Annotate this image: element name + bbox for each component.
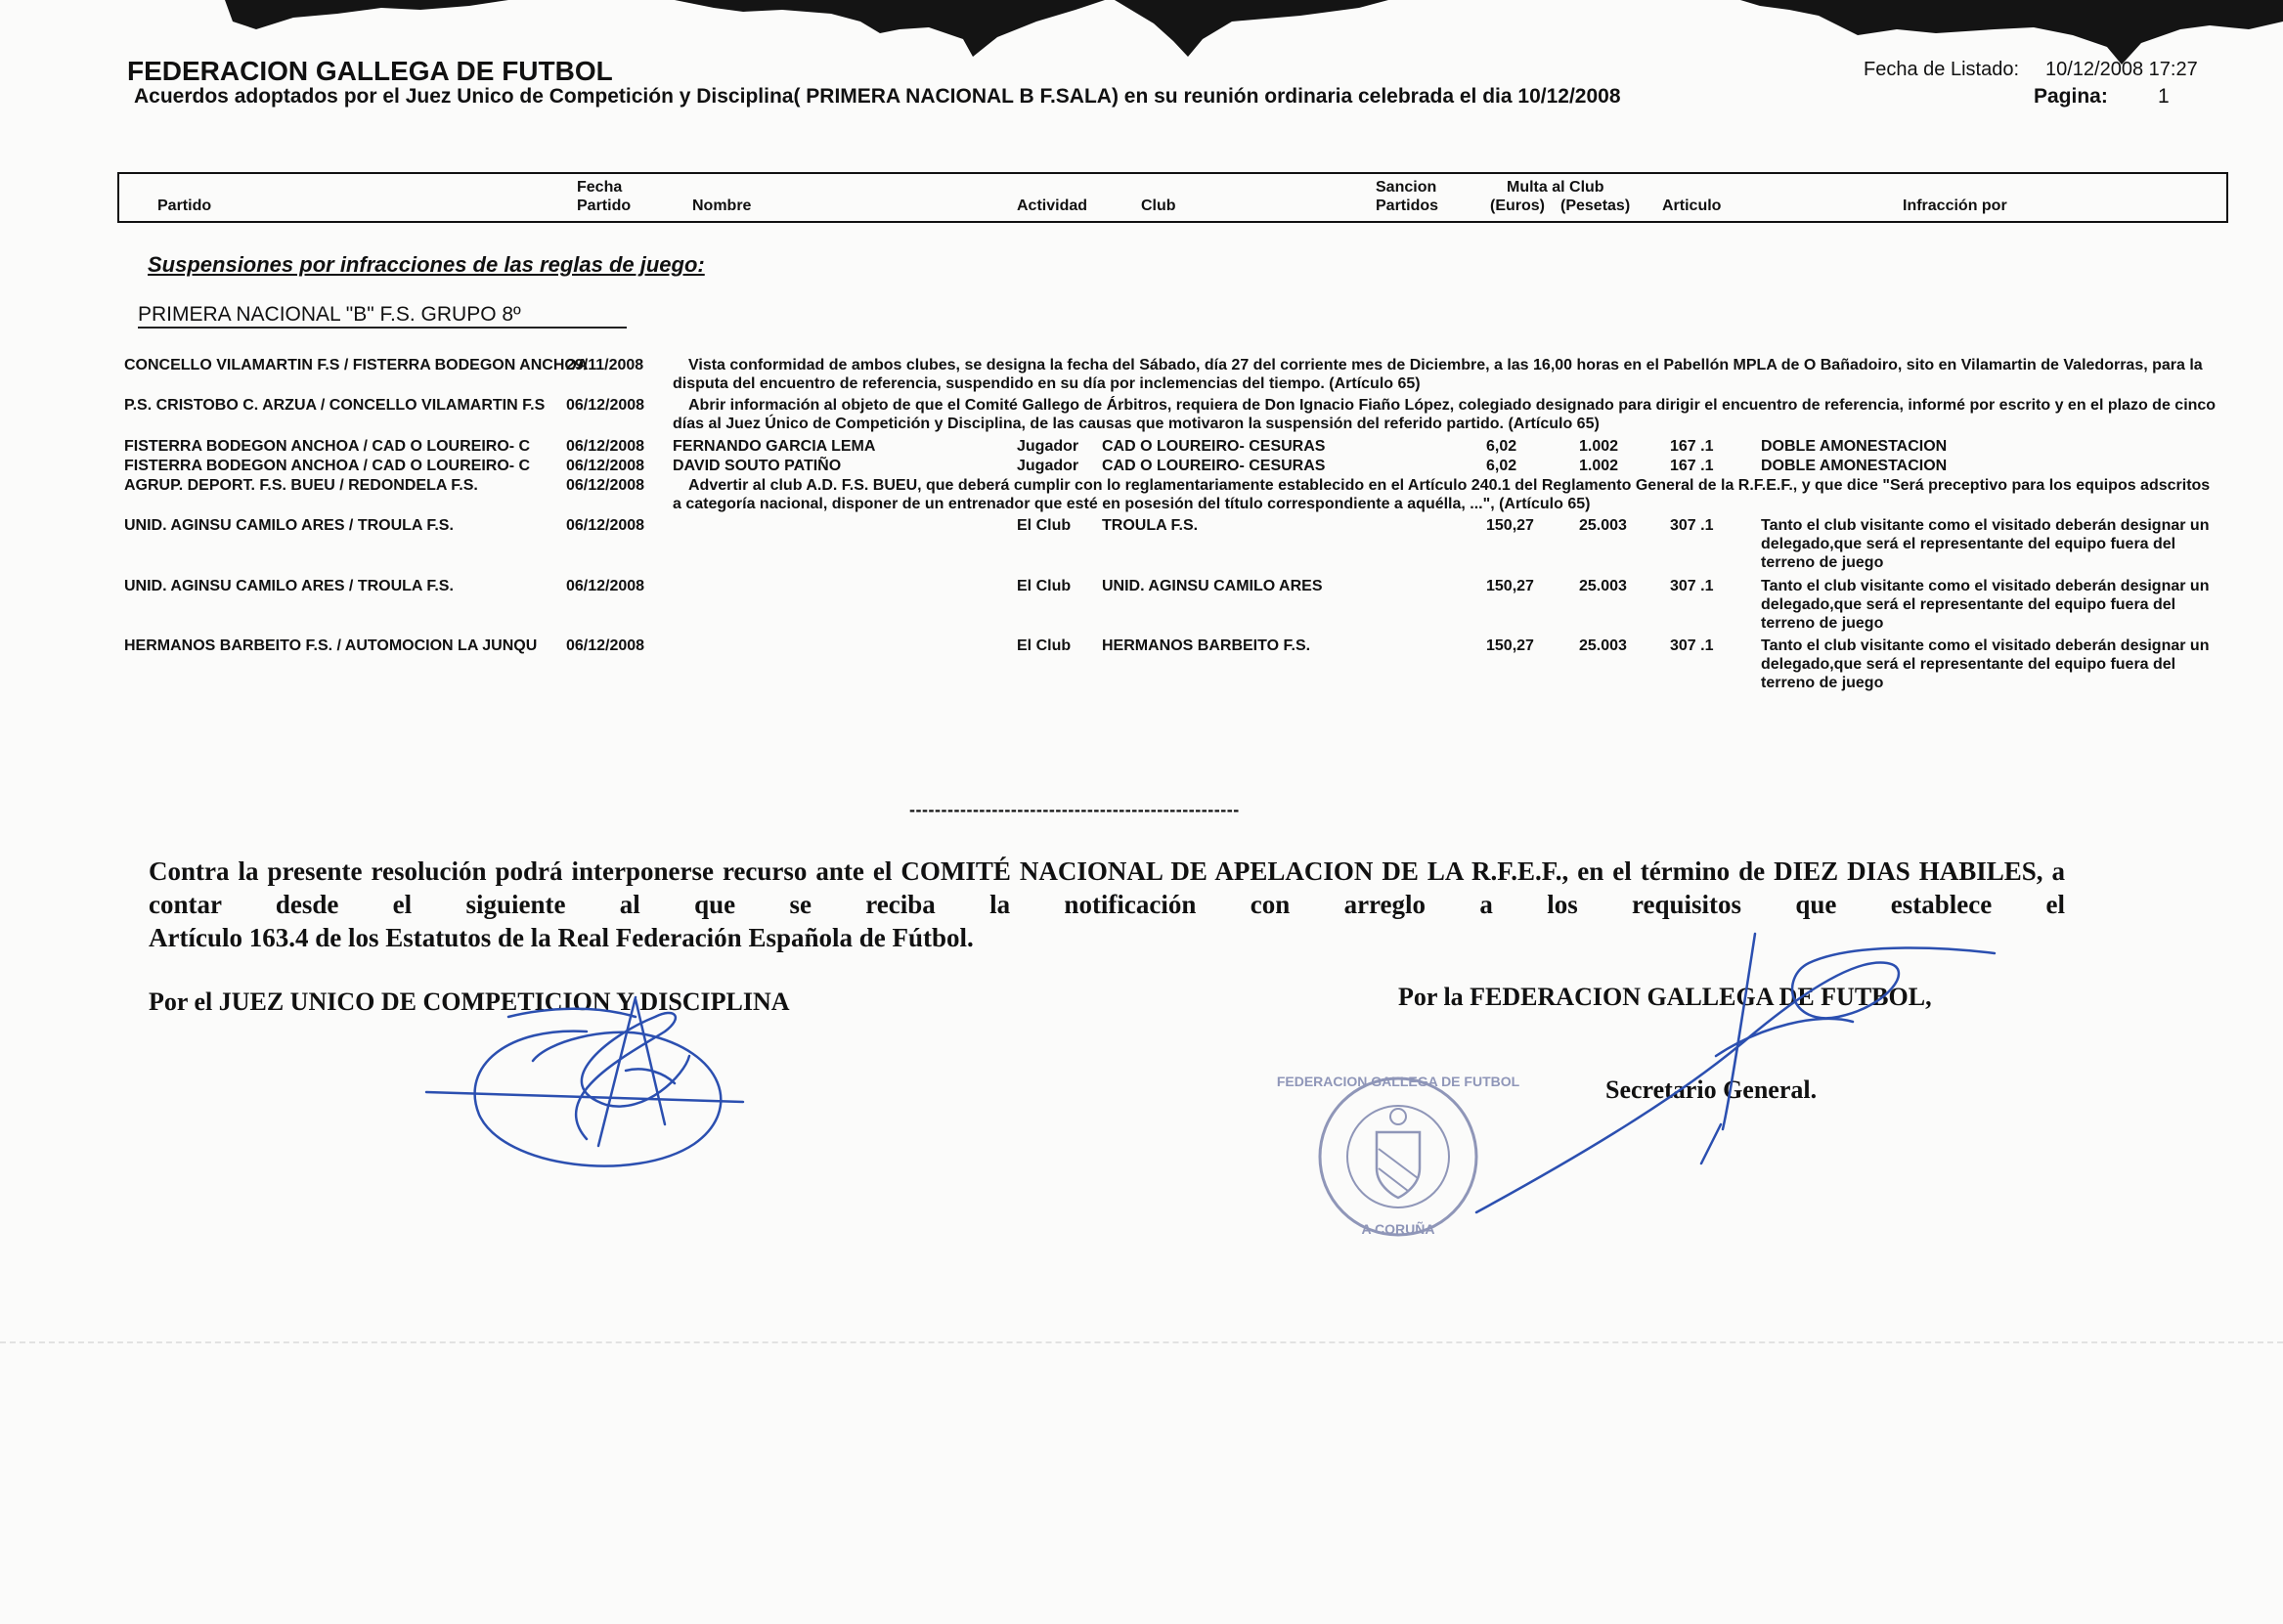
match-cell: FISTERRA BODEGON ANCHOA / CAD O LOUREIRO- C: [124, 438, 531, 455]
date-cell: 06/12/2008: [566, 438, 645, 455]
fine-pesetas-cell: 25.003: [1579, 517, 1627, 534]
activity-cell: Jugador: [1017, 458, 1079, 474]
article-cell: 307 .1: [1670, 578, 1714, 594]
section-separator: ----------------------------------------------------: [909, 800, 1240, 819]
match-cell: AGRUP. DEPORT. F.S. BUEU / REDONDELA F.S.: [124, 477, 478, 494]
activity-cell: El Club: [1017, 578, 1072, 594]
article-cell: 167 .1: [1670, 458, 1714, 474]
appeal-paragraph: Contra la presente resolución podrá interponerse recurso ante el COMITÉ NACIONAL DE APELACION DE LA R.F.E.F., en el término de DIEZ DIAS HABILES, a contar desde el siguiente al que se reciba la notificación con arreglo a los requisitos que establece el: [149, 856, 2065, 919]
appeal-paragraph-last-line: Artículo 163.4 de los Estatutos de la Real Federación Española de Fútbol.: [149, 923, 974, 952]
col-club: Club: [1141, 198, 1176, 214]
document-subtitle: Acuerdos adoptados por el Juez Unico de Competición y Disciplina( PRIMERA NACIONAL B F.SALA) en su reunión ordinaria celebrada el dia 10/12/2008: [134, 85, 1621, 108]
article-cell: 307 .1: [1670, 517, 1714, 534]
date-cell: 29/11/2008: [566, 357, 644, 373]
page-label: Pagina:: [2034, 85, 2108, 108]
section-title: Suspensiones por infracciones de las reglas de juego:: [148, 252, 705, 277]
col-multa-pesetas: (Pesetas): [1560, 198, 1631, 214]
group-underline: [138, 327, 627, 329]
match-cell: CONCELLO VILAMARTIN F.S / FISTERRA BODEGON ANCHOA: [124, 357, 589, 373]
signatory-title: Secretario General.: [1605, 1075, 1818, 1104]
group-title: PRIMERA NACIONAL "B" F.S. GRUPO 8º: [138, 303, 521, 326]
name-cell: DAVID SOUTO PATIÑO: [673, 458, 842, 474]
match-cell: P.S. CRISTOBO C. ARZUA / CONCELLO VILAMARTIN F.S: [124, 397, 546, 414]
club-cell: CAD O LOUREIRO- CESURAS: [1102, 438, 1326, 455]
col-articulo: Articulo: [1662, 198, 1722, 214]
col-fecha-top: Fecha: [577, 179, 623, 196]
article-cell: 307 .1: [1670, 637, 1714, 654]
col-actividad: Actividad: [1017, 198, 1088, 214]
match-cell: HERMANOS BARBEITO F.S. / AUTOMOCION LA JUNQU: [124, 637, 538, 654]
infraction-cell: Tanto el club visitante como el visitado deberán designar un delegado,que será el representante del equipo fuera del terreno de juego: [1761, 578, 2210, 632]
fine-euros-cell: 6,02: [1486, 438, 1517, 455]
article-cell: 167 .1: [1670, 438, 1714, 455]
col-multa-euros: (Euros): [1490, 198, 1545, 214]
note-cell: Advertir al club A.D. F.S. BUEU, que deberá cumplir con lo reglamentariamente establecido en el Artículo 240.1 del Reglamento General de la R.F.E.F., y que dice "Será preceptivo para los equipos adscritos a categoría nacional, disponer de un entrenador que esté en posesión del título correspondiente a aquélla, ...", (Artículo 65): [673, 477, 2211, 512]
signature-caption-judge: Por el JUEZ UNICO DE COMPETICION Y DISCIPLINA: [149, 988, 790, 1016]
note-cell: Vista conformidad de ambos clubes, se designa la fecha del Sábado, día 27 del corriente mes de Diciembre, a las 16,00 horas en el Pabellón MPLA de O Bañadoiro, sito en Vilamartin de Valedorras, para la disputa del encuentro de referencia, suspendido en su día por inclemencias del tiempo. (Artículo 65): [673, 357, 2203, 392]
date-cell: 06/12/2008: [566, 477, 645, 494]
col-sancion-bottom: Partidos: [1376, 198, 1439, 214]
infraction-cell: Tanto el club visitante como el visitado deberán designar un delegado,que será el representante del equipo fuera del terreno de juego: [1761, 517, 2210, 571]
listing-date-label: Fecha de Listado:: [1864, 59, 2019, 80]
col-partido: Partido: [157, 198, 212, 214]
infraction-cell: Tanto el club visitante como el visitado deberán designar un delegado,que será el representante del equipo fuera del terreno de juego: [1761, 637, 2210, 691]
secretary-signature: [1476, 934, 1995, 1212]
col-nombre: Nombre: [692, 198, 752, 214]
match-cell: UNID. AGINSU CAMILO ARES / TROULA F.S.: [124, 578, 454, 594]
infraction-cell: DOBLE AMONESTACION: [1761, 458, 1948, 474]
fine-euros-cell: 6,02: [1486, 458, 1517, 474]
activity-cell: El Club: [1017, 637, 1072, 654]
fine-pesetas-cell: 1.002: [1579, 438, 1619, 455]
svg-text:A CORUÑA: A CORUÑA: [1361, 1221, 1435, 1237]
date-cell: 06/12/2008: [566, 458, 645, 474]
fine-pesetas-cell: 25.003: [1579, 578, 1627, 594]
column-header-box: [117, 172, 2228, 223]
match-cell: FISTERRA BODEGON ANCHOA / CAD O LOUREIRO- C: [124, 458, 531, 474]
listing-date-value: 10/12/2008 17:27: [2045, 59, 2198, 80]
fine-euros-cell: 150,27: [1486, 517, 1534, 534]
fold-line: [0, 1341, 2283, 1343]
fine-pesetas-cell: 1.002: [1579, 458, 1619, 474]
svg-text:FEDERACION GALLEGA DE FUTBOL: FEDERACION GALLEGA DE FUTBOL: [1276, 1074, 1520, 1089]
federation-stamp: [1277, 1074, 1520, 1237]
infraction-cell: DOBLE AMONESTACION: [1761, 438, 1948, 455]
activity-cell: Jugador: [1017, 438, 1079, 455]
fine-pesetas-cell: 25.003: [1579, 637, 1627, 654]
club-cell: TROULA F.S.: [1102, 517, 1199, 534]
fine-euros-cell: 150,27: [1486, 578, 1534, 594]
signature-caption-federation: Por la FEDERACION GALLEGA DE FUTBOL,: [1398, 983, 1932, 1011]
col-fecha-bottom: Partido: [577, 198, 632, 214]
note-cell: Abrir información al objeto de que el Comité Gallego de Árbitros, requiera de Don Ignacio Fiaño López, colegiado designado para dirigir el encuentro de referencia, informé por escrito y en el plazo de cinco días al Juez Único de Competición y Disciplina, de las causas que motivaron la suspensión del referido partido. (Artículo 65): [673, 397, 2217, 432]
activity-cell: El Club: [1017, 517, 1072, 534]
fine-euros-cell: 150,27: [1486, 637, 1534, 654]
name-cell: FERNANDO GARCIA LEMA: [673, 438, 876, 455]
organization-title: FEDERACION GALLEGA DE FUTBOL: [127, 56, 613, 86]
col-sancion-top: Sancion: [1376, 179, 1437, 196]
date-cell: 06/12/2008: [566, 578, 645, 594]
match-cell: UNID. AGINSU CAMILO ARES / TROULA F.S.: [124, 517, 454, 534]
club-cell: CAD O LOUREIRO- CESURAS: [1102, 458, 1326, 474]
date-cell: 06/12/2008: [566, 637, 645, 654]
col-infraccion: Infracción por: [1903, 198, 2007, 214]
page-number: 1: [2158, 85, 2170, 108]
club-cell: HERMANOS BARBEITO F.S.: [1102, 637, 1311, 654]
date-cell: 06/12/2008: [566, 517, 645, 534]
club-cell: UNID. AGINSU CAMILO ARES: [1102, 578, 1323, 594]
judge-signature: [426, 997, 743, 1166]
date-cell: 06/12/2008: [566, 397, 645, 414]
col-multa-top: Multa al Club: [1507, 179, 1604, 196]
